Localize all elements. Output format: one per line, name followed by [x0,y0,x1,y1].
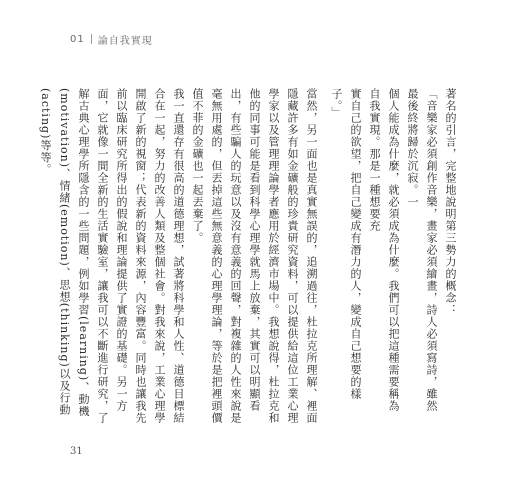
page-number: 31 [70,446,83,457]
quote-line: 實自己的欲望，把自己變成有潛力的人，變成自己想要的樣子。」 [330,88,362,400]
paragraph: 當然，另一面也是真實無誤的，追溯過往，杜拉克所理解、裡面隱藏許多有如金礦般的珍貴研究資料，可以提供給這位工業心理學家以及管理理論學者應用於經濟市場中。我想說得，杜拉克和他的同事可能是看到科學心理學就馬上放棄，其實可以明顯看出，有些騙人的玩意以及沒有意義的回聲，對複雜的人性來說是毫無用處的，但丟掉這些無意義的心理學理論，等於是把裡頭價值不菲的金礦也一起丟棄了。 [191,88,318,424]
intro-line: 著名的引言，完整地說明第三勢力的概念： [444,88,457,316]
quote-line: 「音樂家必須創作音樂，畫家必須繪畫，詩人必須寫詩，雖然最後終將歸於沉寂。一 [406,88,438,412]
chapter-title: 論自我實現 [97,35,153,47]
quote-line: 個人能成為什麼，就必須成為什麼。我們可以把這種需要稱為自我實現。那是一種想要充 [368,88,400,412]
running-header [70,32,153,46]
header-divider [91,34,92,44]
page-body [39,66,460,426]
chapter-number: 01 [70,33,85,45]
block-quote [321,66,441,416]
paragraph: 我一直還存有很高的道德理想，試著將科學和人性、道德目標結合在一起，努力的改善人類及整個社會。對我來說，工業心理學開啟了新的視窗；代表新的資料來源，內容豐富。同時也讓我先前以臨床研究所得出的假說和理論提供了實證的基礎。另一方面，它就像一間全新的生活實驗室，讓我可以不斷進行研究，了解古典心理學所隱含的一些問題，例如學習(learning)、動機(motivation)、情緒(emotion)、思想(thinking)以及行動(acting)等等。 [39,88,185,424]
